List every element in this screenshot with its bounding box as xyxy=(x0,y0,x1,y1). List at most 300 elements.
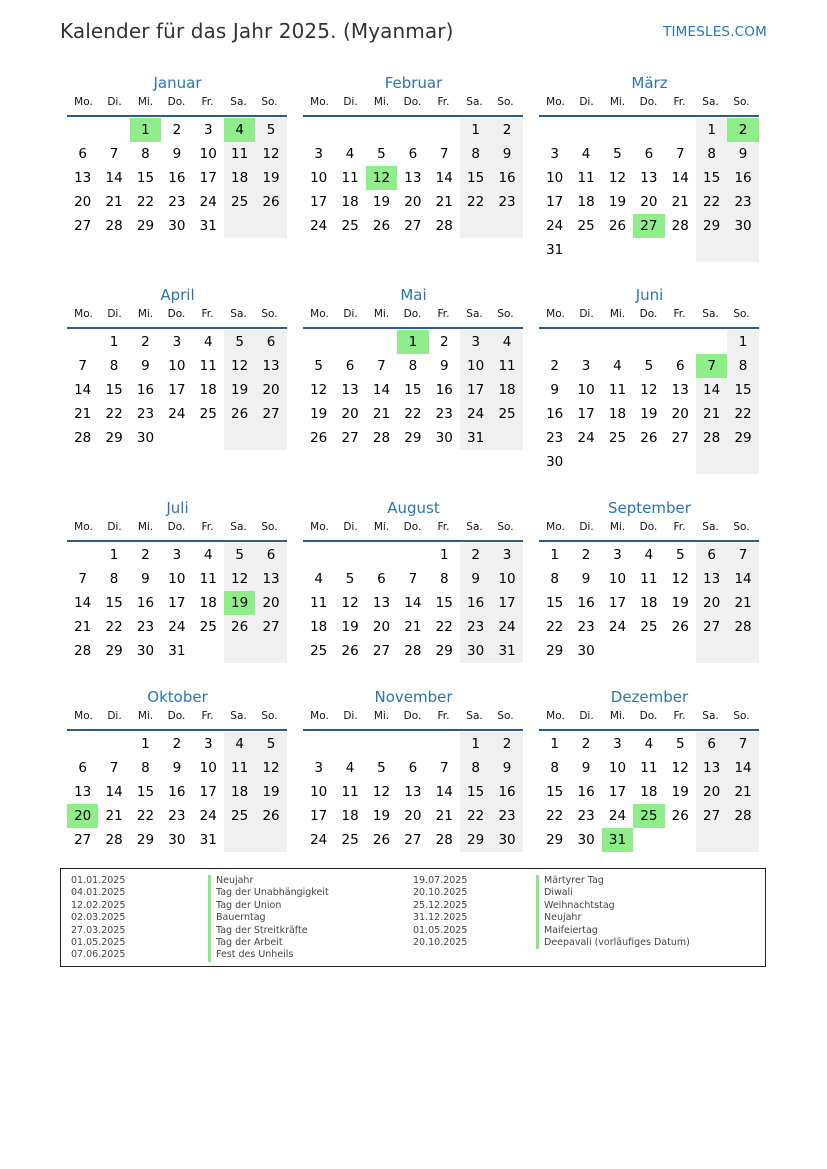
weekday-label: Di. xyxy=(579,710,594,722)
weekday-label: Mi. xyxy=(609,710,626,722)
weekday-label: Mi. xyxy=(137,521,154,533)
weekday-label: Mi. xyxy=(373,96,390,108)
empty-cell xyxy=(255,639,286,663)
day-cell: 25 xyxy=(491,402,522,426)
empty-cell xyxy=(633,450,664,474)
month-name: Februar xyxy=(384,74,443,92)
empty-cell xyxy=(334,543,365,567)
day-cell: 18 xyxy=(640,784,658,800)
day-grid xyxy=(303,732,524,852)
day-cell: 16 xyxy=(460,591,491,615)
weekday-label: Mi. xyxy=(373,710,390,722)
weekday-label: Mi. xyxy=(609,96,626,108)
day-cell: 12 xyxy=(640,382,658,398)
day-cell: 8 xyxy=(550,571,559,587)
day-cell: 27 xyxy=(372,643,391,659)
day-cell: 16 xyxy=(168,170,186,186)
day-cell: 24 xyxy=(546,218,564,234)
day-cell: 24 xyxy=(310,832,328,848)
day-cell: 5 xyxy=(345,571,355,587)
day-cell: 21 xyxy=(404,619,422,635)
day-cell: 12 xyxy=(224,567,255,591)
day-cell: 16 xyxy=(491,780,522,804)
legend-date: 19.07.2025 xyxy=(413,875,468,886)
weekday-label: Do. xyxy=(167,96,186,108)
weekday-label: So. xyxy=(733,96,750,108)
day-grid xyxy=(303,330,524,450)
day-cell: 2 xyxy=(172,122,182,138)
day-cell: 7 xyxy=(408,571,418,587)
day-cell: 13 xyxy=(404,784,422,800)
weekday-label: Mo. xyxy=(74,710,93,722)
empty-cell xyxy=(67,118,98,142)
day-cell: 28 xyxy=(435,832,453,848)
day-cell: 26 xyxy=(255,804,286,828)
empty-cell xyxy=(602,238,633,262)
day-cell: 26 xyxy=(310,430,328,446)
day-cell: 28 xyxy=(671,218,689,234)
empty-cell xyxy=(224,828,255,852)
day-cell: 19 xyxy=(671,784,689,800)
day-cell: 11 xyxy=(224,756,255,780)
weekday-label: Mo. xyxy=(74,96,93,108)
day-cell: 23 xyxy=(136,619,155,635)
day-cell: 16 xyxy=(546,406,564,422)
day-cell: 21 xyxy=(74,406,92,422)
day-cell: 10 xyxy=(546,170,564,186)
weekday-label: Fr. xyxy=(201,96,214,108)
day-cell: 31 xyxy=(460,426,491,450)
weekday-label: Sa. xyxy=(702,710,719,722)
day-grid xyxy=(303,118,524,238)
day-cell: 23 xyxy=(168,194,186,210)
day-cell: 2 xyxy=(550,358,559,374)
empty-cell xyxy=(397,543,428,567)
day-cell: 6 xyxy=(696,732,727,756)
day-cell: 7 xyxy=(439,146,449,162)
day-cell: 9 xyxy=(727,142,758,166)
day-cell: 7 xyxy=(109,760,119,776)
empty-cell xyxy=(696,639,727,663)
day-cell: 17 xyxy=(491,591,522,615)
day-cell: 16 xyxy=(577,595,595,611)
day-cell: 15 xyxy=(105,595,123,611)
day-cell: 10 xyxy=(608,760,627,776)
day-cell: 5 xyxy=(314,358,323,374)
day-cell: 28 xyxy=(404,643,422,659)
header-rule xyxy=(67,115,287,117)
day-cell: 9 xyxy=(581,571,591,587)
empty-cell xyxy=(334,732,365,756)
empty-cell xyxy=(602,118,633,142)
header-rule xyxy=(539,115,759,117)
empty-cell xyxy=(67,732,98,756)
legend-date: 20.10.2025 xyxy=(413,887,468,899)
day-grid xyxy=(67,732,288,852)
day-cell: 18 xyxy=(224,780,255,804)
day-cell: 10 xyxy=(460,354,491,378)
day-cell: 17 xyxy=(168,382,186,398)
day-cell: 15 xyxy=(435,595,453,611)
weekday-label: Fr. xyxy=(673,96,686,108)
day-cell: 29 xyxy=(136,218,155,234)
weekday-label: Mi. xyxy=(137,710,154,722)
day-cell: 18 xyxy=(199,382,217,398)
empty-cell xyxy=(665,330,696,354)
empty-cell xyxy=(255,214,286,238)
holiday-day-cell: 7 xyxy=(696,354,727,378)
day-cell: 24 xyxy=(608,619,627,635)
weekday-label: Do. xyxy=(403,308,422,320)
day-cell: 17 xyxy=(608,784,627,800)
day-cell: 16 xyxy=(577,784,595,800)
header-rule xyxy=(67,729,287,731)
day-cell: 31 xyxy=(546,242,564,258)
brand-link[interactable]: TIMESLES.COM xyxy=(663,24,767,40)
weekday-label: Do. xyxy=(403,710,422,722)
day-cell: 3 xyxy=(613,736,622,752)
day-cell: 11 xyxy=(310,595,328,611)
day-cell: 3 xyxy=(172,334,182,350)
weekday-label: Mo. xyxy=(546,521,565,533)
empty-cell xyxy=(255,426,286,450)
day-cell: 8 xyxy=(109,571,119,587)
day-cell: 27 xyxy=(696,615,727,639)
day-cell: 18 xyxy=(491,378,522,402)
weekday-label: Fr. xyxy=(437,521,450,533)
weekday-header xyxy=(68,518,288,536)
day-cell: 2 xyxy=(172,736,182,752)
day-cell: 13 xyxy=(671,382,689,398)
day-cell: 7 xyxy=(377,358,386,374)
day-cell: 20 xyxy=(404,194,422,210)
day-cell: 22 xyxy=(105,619,123,635)
day-cell: 9 xyxy=(460,567,491,591)
day-cell: 28 xyxy=(372,430,391,446)
month-name: Oktober xyxy=(147,688,208,706)
day-cell: 17 xyxy=(460,378,491,402)
legend-dates-left xyxy=(71,875,125,962)
header-rule xyxy=(67,540,287,542)
weekday-header xyxy=(540,305,760,323)
month-5 xyxy=(303,285,524,498)
legend-date: 02.03.2025 xyxy=(71,912,126,924)
day-cell: 5 xyxy=(255,118,286,142)
day-cell: 29 xyxy=(460,828,491,852)
day-cell: 24 xyxy=(168,619,186,635)
weekday-label: Sa. xyxy=(466,308,483,320)
empty-cell xyxy=(665,118,696,142)
legend-names-left xyxy=(208,875,329,962)
day-cell: 5 xyxy=(675,547,685,563)
day-cell: 6 xyxy=(696,543,727,567)
day-cell: 9 xyxy=(439,358,449,374)
day-cell: 7 xyxy=(439,760,449,776)
day-grid xyxy=(539,732,760,852)
weekday-label: So. xyxy=(497,308,514,320)
empty-cell xyxy=(303,732,334,756)
header-rule xyxy=(303,729,523,731)
legend-holiday-name: Märtyrer Tag xyxy=(536,875,690,887)
legend-holiday-name: Weihnachtstag xyxy=(536,900,690,912)
weekday-label: Di. xyxy=(107,308,122,320)
day-cell: 15 xyxy=(546,784,564,800)
day-cell: 25 xyxy=(310,643,328,659)
day-cell: 23 xyxy=(491,804,522,828)
header-rule xyxy=(303,327,523,329)
day-cell: 22 xyxy=(404,406,422,422)
month-name: März xyxy=(631,74,668,92)
empty-cell xyxy=(161,426,192,450)
weekday-label: Sa. xyxy=(230,710,247,722)
day-cell: 14 xyxy=(74,595,92,611)
weekday-label: Di. xyxy=(107,96,122,108)
day-cell: 15 xyxy=(404,382,422,398)
day-cell: 2 xyxy=(581,736,591,752)
weekday-label: Do. xyxy=(639,308,658,320)
day-cell: 14 xyxy=(105,170,123,186)
day-grid xyxy=(303,543,524,663)
month-name: Mai xyxy=(400,286,427,304)
day-cell: 5 xyxy=(644,358,654,374)
day-cell: 14 xyxy=(696,378,727,402)
day-cell: 6 xyxy=(408,146,418,162)
month-3 xyxy=(539,73,760,285)
day-cell: 9 xyxy=(550,382,559,398)
day-cell: 12 xyxy=(671,571,689,587)
day-cell: 30 xyxy=(136,430,155,446)
empty-cell xyxy=(633,639,664,663)
empty-cell xyxy=(602,330,633,354)
day-cell: 8 xyxy=(109,358,119,374)
day-cell: 29 xyxy=(696,214,727,238)
day-cell: 16 xyxy=(491,166,522,190)
day-cell: 1 xyxy=(460,118,491,142)
day-cell: 27 xyxy=(696,804,727,828)
day-cell: 27 xyxy=(74,832,92,848)
weekday-label: Mi. xyxy=(609,521,626,533)
weekday-header xyxy=(304,93,524,111)
day-cell: 16 xyxy=(435,382,453,398)
day-cell: 30 xyxy=(577,832,595,848)
header-rule xyxy=(539,327,759,329)
day-cell: 21 xyxy=(435,194,453,210)
empty-cell xyxy=(303,543,334,567)
weekday-label: Di. xyxy=(343,710,358,722)
day-cell: 11 xyxy=(640,760,658,776)
month-8 xyxy=(303,498,524,687)
day-cell: 30 xyxy=(546,454,564,470)
empty-cell xyxy=(334,330,365,354)
weekday-label: Fr. xyxy=(437,308,450,320)
weekday-label: Sa. xyxy=(466,521,483,533)
month-name: Januar xyxy=(153,74,202,92)
day-cell: 20 xyxy=(640,194,658,210)
day-cell: 7 xyxy=(78,358,87,374)
weekday-label: Di. xyxy=(579,521,594,533)
empty-cell xyxy=(696,450,727,474)
empty-cell xyxy=(460,214,491,238)
empty-cell xyxy=(397,732,428,756)
weekday-label: Fr. xyxy=(201,521,214,533)
day-cell: 24 xyxy=(199,808,217,824)
month-name: April xyxy=(160,286,195,304)
day-cell: 9 xyxy=(141,358,150,374)
day-cell: 1 xyxy=(696,118,727,142)
legend-holiday-name: Neujahr xyxy=(536,912,690,924)
day-cell: 16 xyxy=(136,595,155,611)
day-cell: 28 xyxy=(105,832,123,848)
day-cell: 29 xyxy=(404,430,422,446)
day-cell: 16 xyxy=(168,784,186,800)
day-cell: 15 xyxy=(136,784,155,800)
day-cell: 22 xyxy=(136,194,155,210)
day-cell: 12 xyxy=(372,784,391,800)
day-cell: 2 xyxy=(439,334,449,350)
day-cell: 25 xyxy=(608,430,627,446)
weekday-label: Sa. xyxy=(702,521,719,533)
day-cell: 11 xyxy=(341,784,359,800)
day-cell: 27 xyxy=(341,430,359,446)
day-cell: 10 xyxy=(310,784,328,800)
day-cell: 15 xyxy=(727,378,758,402)
weekday-label: Fr. xyxy=(673,521,686,533)
day-cell: 26 xyxy=(671,619,689,635)
empty-cell xyxy=(397,118,428,142)
day-cell: 26 xyxy=(341,643,359,659)
weekday-label: So. xyxy=(733,308,750,320)
weekday-label: Mo. xyxy=(310,308,329,320)
day-cell: 30 xyxy=(168,218,186,234)
month-7 xyxy=(67,498,288,687)
day-cell: 30 xyxy=(577,643,595,659)
weekday-label: Di. xyxy=(107,710,122,722)
day-cell: 12 xyxy=(341,595,359,611)
weekday-label: Do. xyxy=(167,521,186,533)
day-cell: 8 xyxy=(550,760,559,776)
weekday-label: Fr. xyxy=(673,308,686,320)
day-cell: 7 xyxy=(727,732,758,756)
empty-cell xyxy=(429,732,460,756)
day-cell: 22 xyxy=(435,619,453,635)
day-cell: 23 xyxy=(727,190,758,214)
empty-cell xyxy=(665,828,696,852)
day-cell: 25 xyxy=(577,218,595,234)
weekday-label: Do. xyxy=(639,521,658,533)
weekday-label: Di. xyxy=(343,521,358,533)
empty-cell xyxy=(633,828,664,852)
day-cell: 3 xyxy=(491,543,522,567)
day-cell: 11 xyxy=(341,170,359,186)
day-cell: 28 xyxy=(74,430,92,446)
weekday-label: Sa. xyxy=(230,96,247,108)
day-cell: 22 xyxy=(460,190,491,214)
day-grid xyxy=(67,330,288,450)
empty-cell xyxy=(633,118,664,142)
day-cell: 1 xyxy=(727,330,758,354)
day-cell: 10 xyxy=(491,567,522,591)
legend-date: 31.12.2025 xyxy=(413,912,468,924)
day-cell: 26 xyxy=(640,430,658,446)
day-cell: 8 xyxy=(727,354,758,378)
legend-date: 12.02.2025 xyxy=(71,899,126,911)
weekday-label: Mi. xyxy=(137,96,154,108)
day-cell: 12 xyxy=(310,382,328,398)
day-cell: 20 xyxy=(255,591,286,615)
day-cell: 26 xyxy=(372,832,391,848)
day-cell: 17 xyxy=(546,194,564,210)
day-cell: 10 xyxy=(608,571,627,587)
day-cell: 10 xyxy=(168,571,186,587)
day-cell: 6 xyxy=(408,760,418,776)
day-cell: 5 xyxy=(224,330,255,354)
empty-cell xyxy=(570,330,601,354)
holiday-day-cell: 27 xyxy=(633,214,664,238)
weekday-label: Do. xyxy=(639,710,658,722)
empty-cell xyxy=(98,118,129,142)
weekday-label: So. xyxy=(733,710,750,722)
legend-dates-right xyxy=(413,875,467,949)
day-cell: 4 xyxy=(203,334,213,350)
day-grid xyxy=(67,543,288,663)
day-cell: 2 xyxy=(141,334,150,350)
weekday-label: Fr. xyxy=(201,308,214,320)
day-grid xyxy=(539,118,760,262)
legend-date: 04.01.2025 xyxy=(71,887,126,899)
empty-cell xyxy=(193,426,224,450)
weekday-label: Mo. xyxy=(546,96,565,108)
day-cell: 18 xyxy=(310,619,328,635)
day-cell: 27 xyxy=(671,430,689,446)
day-cell: 14 xyxy=(372,382,391,398)
day-cell: 3 xyxy=(172,547,182,563)
empty-cell xyxy=(429,118,460,142)
day-cell: 12 xyxy=(255,142,286,166)
day-cell: 15 xyxy=(136,170,155,186)
day-cell: 17 xyxy=(310,808,328,824)
day-cell: 13 xyxy=(696,567,727,591)
day-cell: 20 xyxy=(372,619,391,635)
header-rule xyxy=(67,327,287,329)
day-cell: 17 xyxy=(608,595,627,611)
day-cell: 13 xyxy=(372,595,391,611)
weekday-label: Sa. xyxy=(466,96,483,108)
day-cell: 3 xyxy=(581,358,591,374)
day-cell: 23 xyxy=(435,406,453,422)
day-cell: 6 xyxy=(377,571,386,587)
weekday-header xyxy=(304,707,524,725)
month-12 xyxy=(539,687,760,857)
legend-holiday-name: Maifeiertag xyxy=(536,925,690,937)
day-cell: 3 xyxy=(613,547,622,563)
day-cell: 16 xyxy=(136,382,155,398)
holiday-day-cell: 4 xyxy=(224,118,255,142)
month-name: Juli xyxy=(166,499,189,517)
legend-holiday-name: Tag der Unabhängigkeit xyxy=(208,887,329,899)
day-cell: 15 xyxy=(460,780,491,804)
weekday-label: Fr. xyxy=(201,710,214,722)
day-cell: 11 xyxy=(224,142,255,166)
day-cell: 10 xyxy=(168,358,186,374)
day-cell: 4 xyxy=(203,547,213,563)
day-grid xyxy=(539,330,760,474)
empty-cell xyxy=(224,426,255,450)
day-cell: 20 xyxy=(404,808,422,824)
weekday-label: So. xyxy=(261,521,278,533)
day-cell: 8 xyxy=(141,760,150,776)
day-cell: 22 xyxy=(546,808,564,824)
weekday-label: Sa. xyxy=(230,521,247,533)
